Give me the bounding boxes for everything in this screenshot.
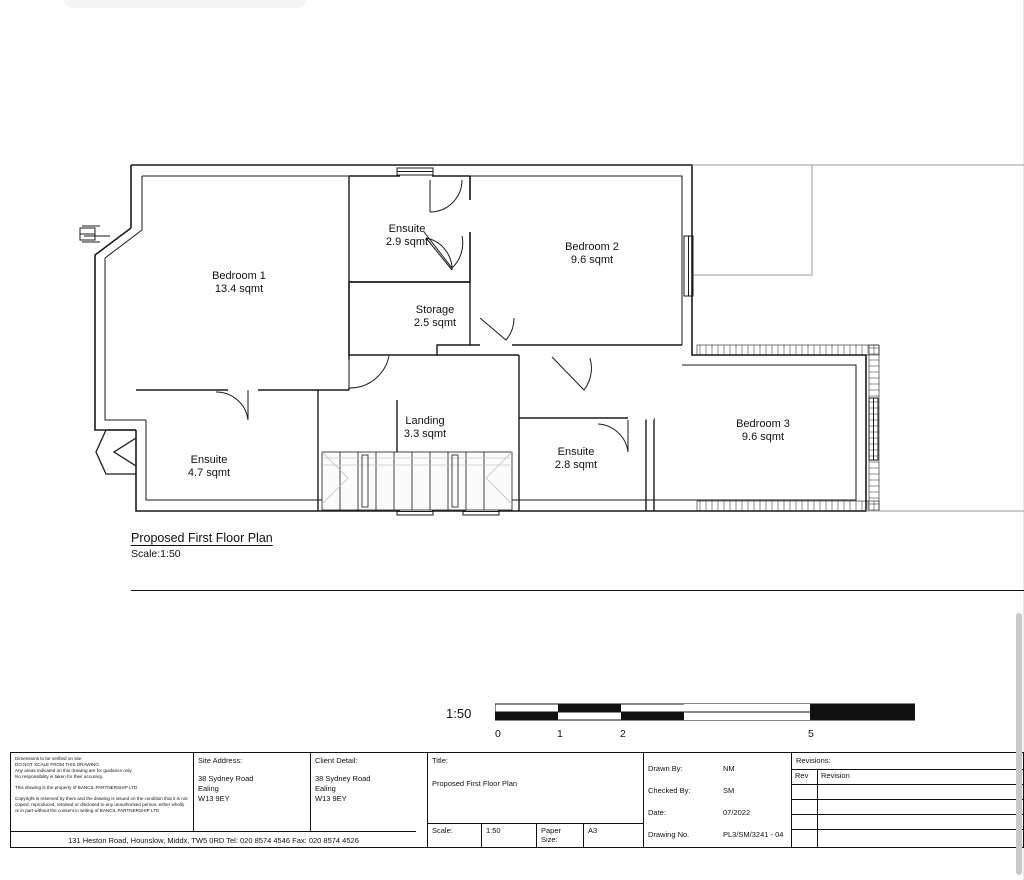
tb-divider-rev-col <box>817 769 818 847</box>
disclaimer-line-1: Dimensions to be verified on site <box>15 756 82 761</box>
tb-paper-size-value <box>583 823 643 848</box>
tb-divider-rev-2 <box>791 799 1024 800</box>
tb-footer: 131 Heston Road, Hounslow, Middx, TW5 0RD Tel: 020 8574 4546 Fax: 020 8574 4526 <box>68 836 359 845</box>
vertical-scrollbar[interactable] <box>1016 613 1022 875</box>
scale-bar-ratio: 1:50 <box>446 706 472 721</box>
tb-meta <box>643 753 791 847</box>
date-label: Date: <box>648 808 666 817</box>
checked-by-value: SM <box>723 786 735 795</box>
drawn-by-value: NM <box>723 764 735 773</box>
room-name: Storage <box>415 304 455 316</box>
tb-divider-rev-4 <box>791 829 1024 830</box>
room-name: Bedroom 3 <box>736 418 790 430</box>
room-label-ensuite-c <box>155 454 263 480</box>
room-name: Landing <box>405 415 445 427</box>
scale-bar-ticks <box>495 728 915 742</box>
site-address-line-1: 38 Sydney Road <box>198 774 254 783</box>
tb-site-address <box>193 753 310 831</box>
disclaimer-line-6: Copyright is reserved by them and the drawing is issued on the condition that it is not copied, reproduced, retained or disclosed to any unauthorised person, either wholly or in part without the consent in writing of BANCIL PARTNERSHIP LTD <box>15 796 188 813</box>
tb-divider-rev-1 <box>791 784 1024 785</box>
scale-tick-1: 1 <box>557 728 563 740</box>
scale-bar-graphic <box>495 700 915 729</box>
tb-scale-value <box>481 823 536 848</box>
section-divider <box>131 590 1024 591</box>
tb-divider-rev-3 <box>791 814 1024 815</box>
date-value: 07/2022 <box>723 808 751 817</box>
tb-disclaimer <box>11 753 193 831</box>
room-label-bedroom-2 <box>528 241 656 267</box>
scale-tick-0: 0 <box>495 728 501 740</box>
drawn-by-label: Drawn By: <box>648 764 683 773</box>
revisions-col-revision: Revision <box>821 771 850 780</box>
tb-paper-size-label <box>536 823 583 848</box>
disclaimer-line-4: No responsibility is taken for their accuracy. <box>15 774 104 779</box>
room-area: 2.9 sqmt <box>385 236 429 248</box>
scale-label: Scale: <box>432 826 453 835</box>
client-detail-line-3: W13 9EY <box>315 794 347 803</box>
drawing-no-value: PL3/SM/3241 - 04 <box>723 830 784 839</box>
room-area: 2.5 sqmt <box>413 317 457 329</box>
paper-size-label: Paper Size: <box>541 826 562 844</box>
tb-revisions <box>791 753 1024 847</box>
room-label-ensuite-b <box>522 446 630 472</box>
room-name: Ensuite <box>190 454 228 466</box>
tb-title <box>427 753 643 823</box>
client-detail-line-1: 38 Sydney Road <box>315 774 371 783</box>
room-name: Ensuite <box>557 446 595 458</box>
revisions-col-rev: Rev <box>795 771 809 780</box>
disclaimer-line-5: This drawing is the property of BANCIL PARTNERSHIP LTD <box>15 785 138 790</box>
title-block <box>10 752 1024 848</box>
scale-tick-5: 5 <box>808 728 814 740</box>
disclaimer-line-2: DO NOT SCALE FROM THIS DRAWING. <box>15 762 101 767</box>
room-label-storage <box>378 304 492 330</box>
drawing-no-label: Drawing No. <box>648 830 690 839</box>
room-label-bedroom-1 <box>175 270 303 296</box>
title-value: Proposed First Floor Plan <box>432 779 518 788</box>
tb-divider-footer <box>11 831 416 832</box>
paper-size-value: A3 <box>588 826 598 835</box>
tb-divider-rev-head <box>791 769 1024 770</box>
tb-client-detail <box>310 753 427 831</box>
room-label-bedroom-3 <box>700 418 826 444</box>
tb-scale-label <box>427 823 481 848</box>
room-area: 2.8 sqmt <box>554 459 598 471</box>
title-header: Title: <box>432 756 448 765</box>
room-name: Bedroom 2 <box>565 241 619 253</box>
checked-by-label: Checked By: <box>648 786 691 795</box>
client-detail-line-2: Ealing <box>315 784 336 793</box>
room-area: 13.4 sqmt <box>214 283 264 295</box>
revisions-header: Revisions: <box>796 756 831 765</box>
site-address-header: Site Address: <box>198 756 243 765</box>
scale-tick-2: 2 <box>620 728 626 740</box>
plan-scale-note: Scale:1:50 <box>131 548 181 560</box>
room-label-ensuite-a <box>350 223 464 249</box>
room-name: Bedroom 1 <box>212 270 266 282</box>
room-area: 4.7 sqmt <box>187 467 231 479</box>
site-address-line-3: W13 9EY <box>198 794 230 803</box>
disclaimer-line-3: Any areas indicated on this drawing are for guidance only. <box>15 768 133 773</box>
room-area: 9.6 sqmt <box>570 254 614 266</box>
room-label-landing <box>368 415 482 441</box>
site-address-line-2: Ealing <box>198 784 219 793</box>
client-detail-header: Client Detail: <box>315 756 358 765</box>
room-area: 9.6 sqmt <box>741 431 785 443</box>
scale-value: 1:50 <box>486 826 501 835</box>
room-area: 3.3 sqmt <box>403 428 447 440</box>
plan-title: Proposed First Floor Plan <box>131 531 273 545</box>
room-name: Ensuite <box>388 223 426 235</box>
